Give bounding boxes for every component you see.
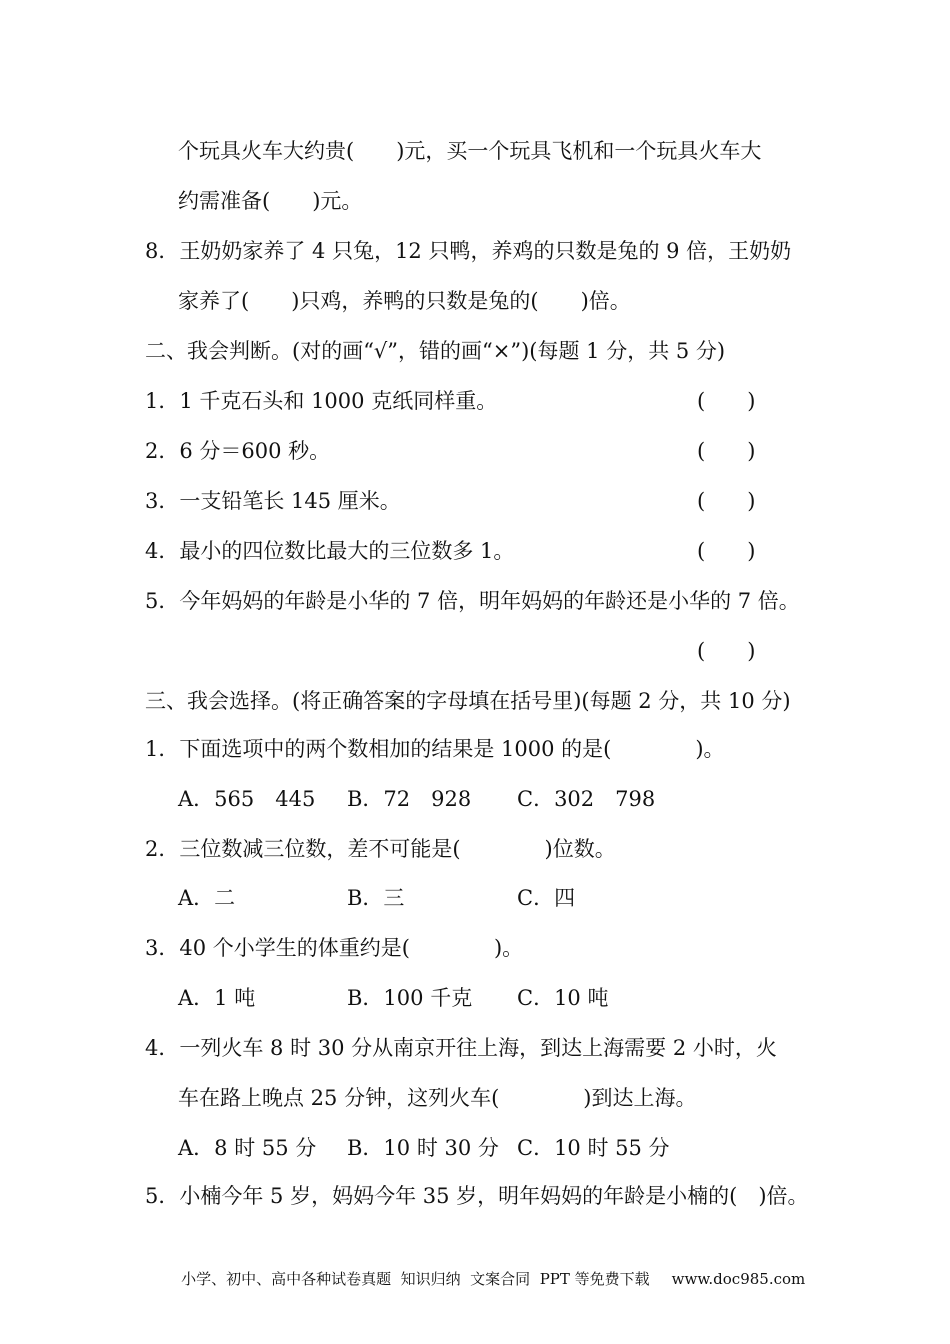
- choice-question-3: 3．40 个小学生的体重约是( )。: [145, 936, 524, 960]
- judge-question-2: 2．6 分＝600 秒。: [145, 439, 331, 463]
- choice-question-1: 1．下面选项中的两个数相加的结果是 1000 的是( )。: [145, 737, 725, 761]
- choice-question-4-line-1: 4．一列火车 8 时 30 分从南京开往上海，到达上海需要 2 小时，火: [145, 1036, 777, 1060]
- judge-answer-5: ( ): [697, 639, 756, 663]
- choice-1-option-a: A．565 445: [178, 787, 316, 811]
- section-3-title: 三、我会选择。(将正确答案的字母填在括号里)(每题 2 分，共 10 分): [145, 689, 791, 713]
- question-7-line-1: 个玩具火车大约贵( )元，买一个玩具飞机和一个玩具火车大: [178, 139, 762, 163]
- judge-question-1: 1．1 千克石头和 1000 克纸同样重。: [145, 389, 498, 413]
- judge-answer-4: ( ): [697, 539, 756, 563]
- footer-url[interactable]: www.doc985.com: [671, 1270, 806, 1288]
- choice-2-option-c: C．四: [517, 886, 576, 910]
- choice-question-2: 2．三位数减三位数，差不可能是( )位数。: [145, 837, 616, 861]
- judge-answer-3: ( ): [697, 489, 756, 513]
- choice-2-option-a: A．二: [178, 886, 236, 910]
- choice-3-option-b: B．100 千克: [347, 986, 473, 1010]
- question-8-line-2: 家养了( )只鸡，养鸭的只数是兔的( )倍。: [178, 289, 631, 313]
- page-footer: [162, 1243, 805, 1315]
- judge-question-5: 5．今年妈妈的年龄是小华的 7 倍，明年妈妈的年龄还是小华的 7 倍。: [145, 589, 800, 613]
- judge-answer-2: ( ): [697, 439, 756, 463]
- judge-answer-1: ( ): [697, 389, 756, 413]
- choice-3-option-a: A．1 吨: [178, 986, 256, 1010]
- choice-question-4-line-2: 车在路上晚点 25 分钟，这列火车( )到达上海。: [178, 1086, 697, 1110]
- choice-question-5: 5．小楠今年 5 岁，妈妈今年 35 岁，明年妈妈的年龄是小楠的( )倍。: [145, 1184, 809, 1208]
- footer-text: 小学、初中、高中各种试卷真题 知识归纳 文案合同 PPT 等免费下载: [181, 1270, 650, 1288]
- section-2-title: 二、我会判断。(对的画“√”，错的画“×”)(每题 1 分，共 5 分): [145, 339, 726, 363]
- choice-1-option-b: B．72 928: [347, 787, 472, 811]
- choice-1-option-c: C．302 798: [517, 787, 656, 811]
- judge-question-3: 3．一支铅笔长 145 厘米。: [145, 489, 401, 513]
- question-7-line-2: 约需准备( )元。: [178, 189, 363, 213]
- choice-3-option-c: C．10 吨: [517, 986, 609, 1010]
- choice-4-option-c: C．10 时 55 分: [517, 1136, 670, 1160]
- choice-4-option-a: A．8 时 55 分: [178, 1136, 317, 1160]
- choice-2-option-b: B．三: [347, 886, 405, 910]
- judge-question-4: 4．最小的四位数比最大的三位数多 1。: [145, 539, 515, 563]
- choice-4-option-b: B．10 时 30 分: [347, 1136, 499, 1160]
- question-8-line-1: 8．王奶奶家养了 4 只兔，12 只鸭，养鸡的只数是兔的 9 倍，王奶奶: [145, 239, 792, 263]
